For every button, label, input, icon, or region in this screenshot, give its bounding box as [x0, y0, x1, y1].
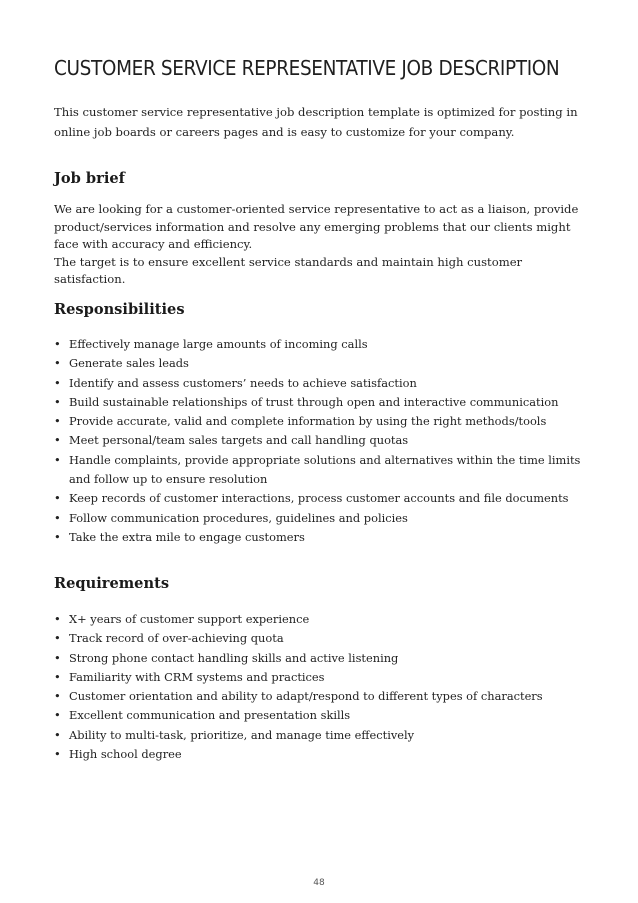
- bullet-icon: •: [54, 394, 61, 409]
- list-item: • Identify and assess customers’ needs to achieve satisfaction: [54, 374, 594, 393]
- bullet-icon: •: [54, 747, 61, 762]
- list-item: • Strong phone contact handling skills and active listening: [54, 649, 594, 668]
- list-item: • Provide accurate, valid and complete information by using the right methods/tools: [54, 412, 594, 431]
- page-title: CUSTOMER SERVICE REPRESENTATIVE JOB DESCRIPTION: [54, 56, 560, 80]
- bullet-icon: •: [54, 337, 61, 351]
- bullet-icon: •: [54, 452, 61, 467]
- bullet-icon: •: [54, 433, 61, 448]
- bullet-icon: •: [54, 375, 61, 390]
- list-item: • Excellent communication and presentation skills: [54, 706, 594, 725]
- list-item: • Meet personal/team sales targets and call handling quotas: [54, 431, 594, 450]
- list-item: • High school degree: [54, 745, 594, 764]
- list-item: • Keep records of customer interactions, process customer accounts and file documents: [54, 489, 594, 508]
- list-item: • Track record of over-achieving quota: [54, 629, 594, 648]
- page-number: 48: [313, 878, 325, 888]
- bullet-icon: •: [54, 689, 61, 704]
- bullet-icon: •: [54, 631, 61, 646]
- intro-paragraph: This customer service representative job description template is optimized for posting in online job boards or careers pages and is easy to customize for your company.: [54, 105, 578, 139]
- bullet-icon: •: [54, 708, 61, 723]
- responsibilities-heading: Responsibilities: [54, 301, 185, 318]
- responsibilities-list: [54, 335, 594, 547]
- list-item: • Familiarity with CRM systems and practices: [54, 668, 594, 687]
- list-item: • Handle complaints, provide appropriate solutions and alternatives within the time limits and follow up to ensure resolution: [54, 452, 581, 487]
- bullet-icon: •: [54, 510, 61, 525]
- bullet-icon: •: [54, 669, 61, 684]
- list-item: • Build sustainable relationships of trust through open and interactive communication: [54, 393, 594, 412]
- job-brief-text: [54, 201, 594, 289]
- list-item: • X+ years of customer support experience: [54, 610, 594, 629]
- list-item: • Customer orientation and ability to adapt/respond to different types of characters: [54, 687, 594, 706]
- bullet-icon: •: [54, 727, 61, 742]
- bullet-icon: •: [54, 529, 61, 544]
- job-brief-paragraph-1: We are looking for a customer-oriented service representative to act as a liaison, provide product/services information and resolve any emerging problems that our clients might face with accuracy and efficiency.: [54, 202, 579, 251]
- list-item: • Take the extra mile to engage customers: [54, 528, 594, 547]
- job-brief-heading: Job brief: [54, 170, 125, 187]
- bullet-icon: •: [54, 650, 61, 665]
- list-item: • Effectively manage large amounts of incoming calls: [54, 335, 594, 354]
- bullet-icon: •: [54, 491, 61, 506]
- bullet-icon: •: [54, 414, 61, 429]
- requirements-heading: Requirements: [54, 575, 170, 592]
- list-item: • Ability to multi-task, prioritize, and manage time effectively: [54, 726, 594, 745]
- bullet-icon: •: [54, 612, 61, 626]
- requirements-list: [54, 610, 594, 764]
- list-item: • Follow communication procedures, guidelines and policies: [54, 509, 594, 528]
- job-brief-paragraph-2: The target is to ensure excellent service standards and maintain high customer satisfaction.: [54, 254, 523, 286]
- bullet-icon: •: [54, 356, 61, 371]
- list-item: • Generate sales leads: [54, 354, 594, 373]
